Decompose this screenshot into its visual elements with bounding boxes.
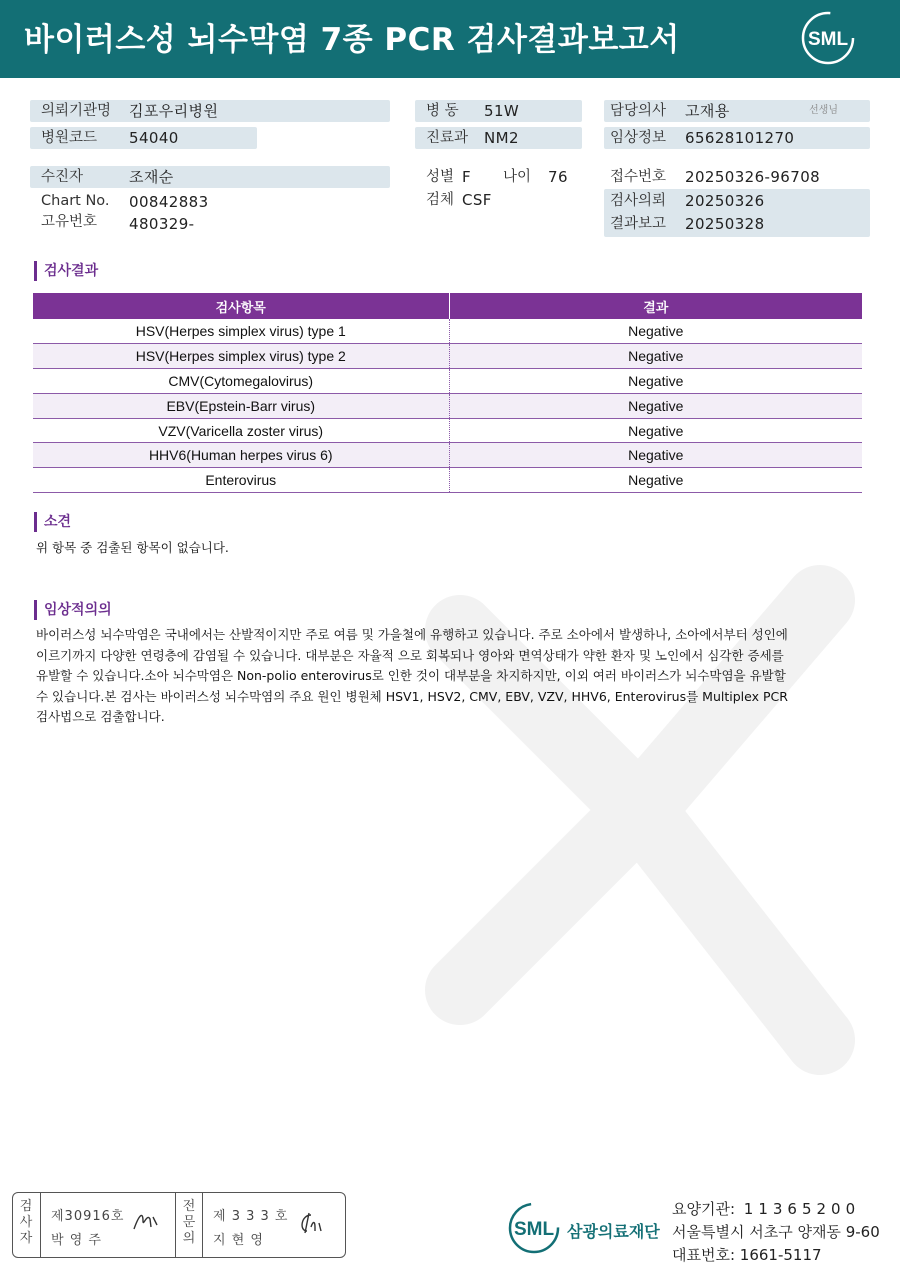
specialist-label-char: 전 (182, 1199, 196, 1214)
department-value: NM2 (484, 129, 519, 147)
sml-logo-icon (800, 10, 856, 66)
specialist-label (182, 1199, 196, 1247)
examiner-license-no: 제30916호 (51, 1209, 125, 1224)
table-row (33, 468, 862, 493)
divider (202, 1193, 203, 1257)
request-date-value: 20250326 (685, 192, 765, 210)
test-result: Negative (449, 393, 862, 418)
footer-phone-value: 1661-5117 (739, 1246, 822, 1264)
test-result: Negative (449, 418, 862, 443)
sex-label: 성별 (426, 169, 455, 185)
test-result: Negative (449, 319, 862, 344)
findings-section-title: 소견 (34, 512, 71, 532)
divider (175, 1193, 176, 1257)
chart-no-label: Chart No. (41, 193, 110, 209)
test-result: Negative (449, 468, 862, 493)
significance-line: 유발할 수 있습니다.소아 뇌수막염은 Non-polio enterovirus로 인한 것이 대부분을 차지하지만, 이외 여러 바이러스가 뇌수막염을 유발할 (36, 668, 786, 683)
clinical-info-label: 임상정보 (610, 130, 667, 146)
test-item: Enterovirus (33, 468, 449, 493)
divider (40, 1193, 41, 1257)
doctor-value: 고재용 (685, 102, 730, 120)
specialist-label-char: 문 (182, 1215, 196, 1230)
findings-text: 위 항목 중 검출된 항목이 없습니다. (36, 540, 229, 555)
institution-value: 김포우리병원 (129, 102, 219, 120)
table-row (33, 393, 862, 418)
doctor-label: 담당의사 (610, 103, 667, 119)
report-title: 바이러스성 뇌수막염 7종 PCR 검사결과보고서 (24, 22, 680, 58)
table-row (33, 344, 862, 369)
test-item: HHV6(Human herpes virus 6) (33, 443, 449, 468)
watermark-cross-graphic (340, 540, 900, 1080)
sml-footer-logo-icon (506, 1200, 562, 1256)
table-row (33, 319, 862, 344)
request-date-label: 검사의뢰 (610, 193, 667, 209)
institution-label: 의뢰기관명 (41, 103, 112, 119)
unique-id-label: 고유번호 (41, 214, 98, 230)
receipt-value: 20250326-96708 (685, 168, 821, 186)
test-result: Negative (449, 344, 862, 369)
clinical-info-value: 65628101270 (685, 129, 795, 147)
test-result: Negative (449, 443, 862, 468)
examiner-label-char: 사 (19, 1215, 33, 1230)
age-label: 나이 (503, 169, 532, 185)
patient-row (30, 166, 390, 188)
footer-logo-text: SML (513, 1219, 555, 1240)
receipt-label: 접수번호 (610, 169, 667, 185)
significance-paragraph (36, 625, 856, 728)
footer-code-value: 11365200 (743, 1200, 861, 1218)
col-result-header: 결과 (449, 293, 862, 319)
significance-line: 검사법으로 검출합니다. (36, 709, 165, 724)
col-item-header: 검사항목 (33, 293, 449, 319)
footer-code-line (672, 1198, 860, 1219)
examiner-signature-icon (131, 1209, 161, 1233)
age-value: 76 (548, 168, 568, 186)
significance-section-title: 임상적의의 (34, 600, 112, 620)
specialist-signature-icon (297, 1211, 327, 1235)
significance-line: 바이러스성 뇌수막염은 국내에서는 산발적이지만 주로 여름 및 가을철에 유행하고 있습니다. 주로 소아에서 발생하나, 소아에서부터 성인에 (36, 627, 788, 642)
table-row (33, 418, 862, 443)
table-row (33, 443, 862, 468)
results-table (33, 293, 862, 493)
svg-text:SML: SML (807, 29, 849, 50)
specialist-label-char: 의 (182, 1231, 196, 1246)
test-item: HSV(Herpes simplex virus) type 2 (33, 344, 449, 369)
doctor-suffix: 선생님 (809, 105, 838, 116)
table-row (33, 369, 862, 394)
specimen-value: CSF (462, 191, 492, 209)
significance-line: 수 있습니다.본 검사는 바이러스성 뇌수막염의 주요 원인 병원체 HSV1, HSV2, CMV, EBV, VZV, HHV6, Enterovirus를 Multiplex PCR (36, 688, 788, 704)
hospital-code-value: 54040 (129, 129, 179, 147)
results-table-header (33, 293, 862, 319)
test-result: Negative (449, 369, 862, 394)
patient-label: 수진자 (41, 169, 84, 185)
footer-code-label: 요양기관: (672, 1200, 736, 1218)
footer-org-name: 삼광의료재단 (567, 1222, 660, 1241)
sex-value: F (462, 168, 472, 186)
signature-box (12, 1192, 346, 1258)
examiner-label-char: 검 (19, 1199, 33, 1214)
hospital-code-label: 병원코드 (41, 130, 98, 146)
significance-line: 이르기까지 다양한 연령층에 감염될 수 있습니다. 대부분은 자율적 으로 회복되나 영아와 면역상태가 약한 환자 및 노인에서 심각한 증세를 (36, 647, 784, 663)
results-section-title: 검사결과 (34, 261, 98, 281)
test-item: EBV(Epstein-Barr virus) (33, 393, 449, 418)
department-label: 진료과 (426, 130, 469, 146)
examiner-label (19, 1199, 33, 1247)
footer-address: 서울특별시 서초구 양재동 9-60 (672, 1223, 880, 1241)
ward-label: 병 동 (426, 103, 459, 119)
report-header (0, 0, 900, 78)
specialist-license-no: 제 3 3 3 호 (213, 1209, 289, 1224)
ward-value: 51W (484, 102, 520, 120)
report-date-value: 20250328 (685, 215, 765, 233)
examiner-name: 박 영 주 (51, 1233, 102, 1248)
footer-phone-line (672, 1244, 822, 1265)
footer-phone-label: 대표번호: (672, 1246, 736, 1264)
chart-no-value: 00842883 (129, 193, 209, 211)
unique-id-value: 480329- (129, 215, 195, 233)
specialist-name: 지 현 영 (213, 1233, 264, 1248)
test-item: VZV(Varicella zoster virus) (33, 418, 449, 443)
patient-value: 조재순 (129, 168, 174, 186)
examiner-label-char: 자 (19, 1231, 33, 1246)
test-item: CMV(Cytomegalovirus) (33, 369, 449, 394)
specimen-label: 검체 (426, 192, 455, 208)
test-item: HSV(Herpes simplex virus) type 1 (33, 319, 449, 344)
report-date-label: 결과보고 (610, 216, 667, 232)
